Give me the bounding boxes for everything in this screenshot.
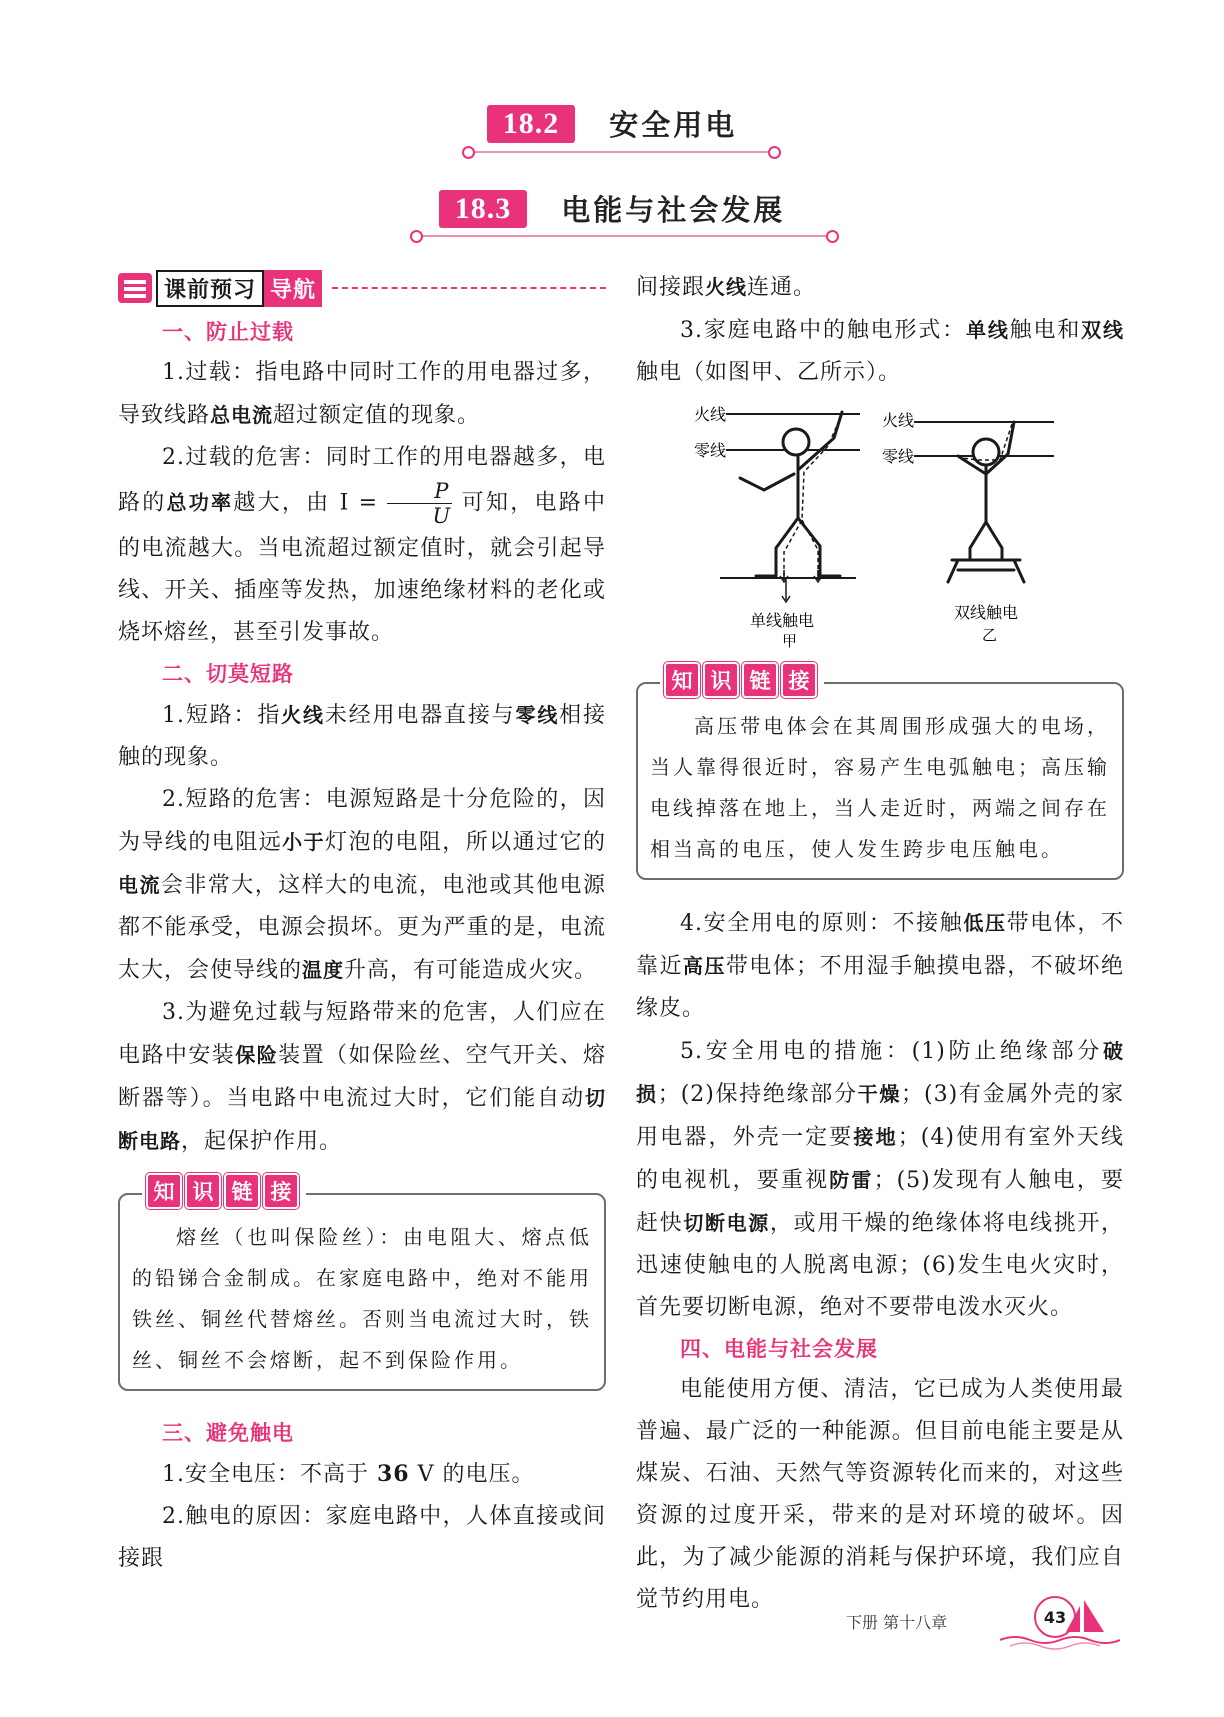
divider-dot <box>768 146 781 159</box>
sailboat-icon <box>1000 1590 1120 1650</box>
paragraph-continued: 间接跟火线连通。 <box>636 275 817 300</box>
section-number-badge: 18.3 <box>439 190 528 228</box>
heading-18-2 <box>0 103 1224 144</box>
paragraph: 2.触电的原因：家庭电路中，人体直接或间接跟 <box>118 1504 606 1571</box>
knowledge-link-title: 知 识 链 接 <box>142 1173 306 1209</box>
live-wire-label: 火线 <box>694 405 727 424</box>
box-text: 高压带电体会在其周围形成强大的电场，当人靠得很近时，容易产生电弧触电；高压输电线掉落在地上，当人走近时，两端之间存在相当高的电压，使人发生跨步电压触电。 <box>650 714 1110 861</box>
paragraph: 1.过载：指电路中同时工作的用电器过多，导致线路总电流超过额定值的现象。 <box>118 360 606 428</box>
figure-sub-caption: 乙 <box>982 626 998 644</box>
heading-divider <box>418 235 828 237</box>
paragraph: 电能使用方便、清洁，它已成为人类使用最普遍、最广泛的一种能源。但目前电能主要是从煤炭、石油、天然气等资源转化而来的，对这些资源的过度开采，带来的是对环境的破坏。因此，为了减少能源的消耗与保护环境，我们应自觉节约用电。 <box>636 1377 1124 1612</box>
box-text: 熔丝（也叫保险丝）：由电阻大、熔点低的铅锑合金制成。在家庭电路中，绝对不能用铁丝、铜丝代替熔丝。否则当电流过大时，铁丝、铜丝不会熔断，起不到保险作用。 <box>132 1225 592 1372</box>
paragraph: 1.安全电压：不高于 36 V 的电压。 <box>162 1461 535 1487</box>
banner-label-highlight: 导航 <box>264 270 322 307</box>
paragraph: 2.过载的危害：同时工作的用电器越多，电路的总功率越大，由 I = $\frac{P}{U}$ 可知，电路中的电流越大。当电流超过额定值时，就会引起导线、开关、插座等发热，加速绝缘材料的老化或烧坏熔丝，甚至引发事故。 <box>118 445 606 645</box>
paragraph: 4.安全用电的原则：不接触低压带电体，不靠近高压带电体；不用湿手触摸电器，不破坏绝缘皮。 <box>636 911 1125 1021</box>
heading-divider <box>470 151 770 153</box>
divider-dot <box>462 146 475 159</box>
section-number-badge: 18.2 <box>487 105 576 143</box>
divider-dot <box>826 230 839 243</box>
banner-label: 课前预习 <box>156 270 264 307</box>
paragraph: 2.短路的危害：电源短路是十分危险的，因为导线的电阻远小于灯泡的电阻，所以通过它的电流会非常大，这样大的电流，电池或其他电源都不能承受，电源会损坏。更为严重的是，电流太大，会使导线的温度升高，有可能造成火灾。 <box>118 787 606 983</box>
knowledge-link-box <box>118 1180 606 1391</box>
divider-dot <box>410 230 423 243</box>
paragraph: 3.家庭电路中的触电形式：单线触电和双线触电（如图甲、乙所示）。 <box>636 318 1124 385</box>
books-icon <box>118 273 152 303</box>
banner-dashed-line <box>332 287 606 289</box>
sub-heading: 三、避免触电 <box>162 1421 294 1445</box>
figure-caption: 单线触电 <box>750 611 815 630</box>
right-column <box>636 268 1124 1621</box>
heading-18-3 <box>0 188 1224 229</box>
fraction: $\frac{P}{U}$ <box>387 479 452 528</box>
knowledge-link-box <box>636 669 1124 880</box>
neutral-wire-label: 零线 <box>882 447 915 466</box>
section-title: 安全用电 <box>609 108 738 142</box>
electric-shock-figure <box>636 400 1124 658</box>
footer-chapter: 下册 第十八章 <box>846 1613 948 1632</box>
figure-sub-caption: 甲 <box>782 632 798 650</box>
sub-heading: 一、防止过载 <box>162 320 294 344</box>
person-figure-b <box>948 422 1024 582</box>
paragraph: 5.安全用电的措施：(1)防止绝缘部分破损；(2)保持绝缘部分干燥；(3)有金属外壳的家用电器，外壳一定要接地；(4)使用有室外天线的电视机，要重视防雷；(5)发现有人触电，要赶快切断电源，或用干燥的绝缘体将电线挑开，迅速使触电的人脱离电源；(6)发生电火灾时，首先要切断电源，绝对不要带电泼水灭火。 <box>636 1039 1124 1320</box>
sub-heading: 四、电能与社会发展 <box>680 1337 878 1361</box>
neutral-wire-label: 零线 <box>694 441 727 460</box>
figure-caption: 双线触电 <box>954 603 1019 622</box>
knowledge-link-title: 知 识 链 接 <box>660 662 824 698</box>
page-number: 43 <box>1034 1596 1076 1638</box>
paragraph: 1.短路：指火线未经用电器直接与零线相接触的现象。 <box>118 703 606 770</box>
person-figure-a <box>740 412 842 576</box>
paragraph: 3.为避免过载与短路带来的危害，人们应在电路中安装保险装置（如保险丝、空气开关、熔断器等）。当电路中电流过大时，它们能自动切断电路，起保护作用。 <box>118 1000 606 1154</box>
section-title: 电能与社会发展 <box>561 193 786 227</box>
shock-diagram <box>636 400 1124 658</box>
sub-heading: 二、切莫短路 <box>162 662 294 686</box>
preview-banner <box>118 268 606 308</box>
live-wire-label: 火线 <box>882 411 915 430</box>
left-column <box>118 268 606 1580</box>
